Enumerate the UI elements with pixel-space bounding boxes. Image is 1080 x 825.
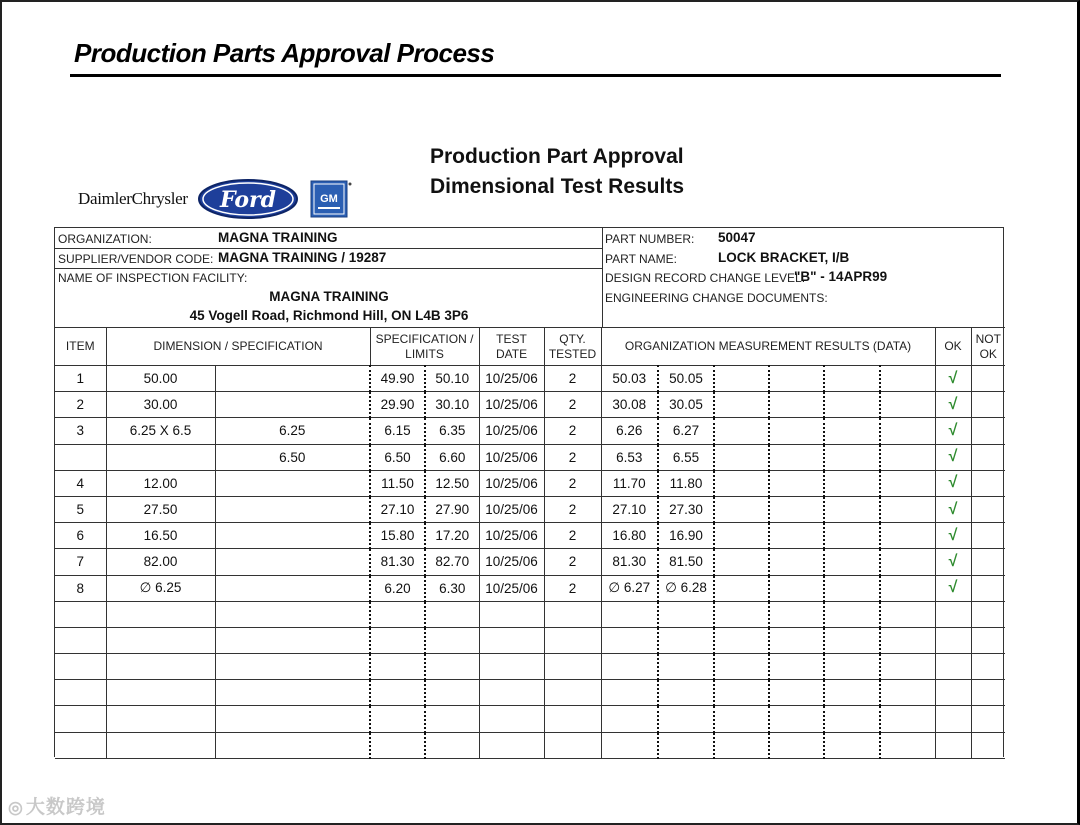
col-header-results: ORGANIZATION MEASUREMENT RESULTS (DATA) [601,328,935,366]
lower-limit-cell [370,654,425,680]
upper-limit-cell: 6.30 [425,575,479,601]
measurement-3-cell [714,392,769,418]
measurement-5-cell [824,627,880,653]
measurement-3-cell [714,654,769,680]
measurement-4-cell [769,523,824,549]
qty-cell: 2 [544,523,601,549]
sub-spec-cell [215,680,370,706]
col-header-notok-line1: NOT [975,331,1001,346]
measurement-4-cell [769,654,824,680]
col-header-spec-line1: SPECIFICATION / [375,331,474,346]
qty-cell [544,732,601,758]
dimension-cell: 12.00 [106,470,215,496]
table-row [55,680,1005,706]
dimension-cell: 27.50 [106,496,215,522]
measurement-2-cell [658,654,714,680]
ok-cell [935,680,971,706]
dimension-cell [106,627,215,653]
qty-cell: 2 [544,392,601,418]
measurement-4-cell [769,418,824,444]
sub-spec-cell [215,732,370,758]
measurement-4-cell [769,732,824,758]
watermark-icon: ◎ [8,798,24,817]
dimension-cell [106,601,215,627]
table-row [55,470,1005,496]
measurement-5-cell [824,366,880,392]
qty-cell: 2 [544,496,601,522]
document-title-line1: Production Part Approval [430,145,684,168]
measurement-5-cell [824,444,880,470]
not-ok-cell [971,444,1005,470]
measurement-1-cell: ∅ 6.27 [601,575,658,601]
item-cell [55,654,106,680]
ok-cell [935,732,971,758]
ok-cell: √ [935,470,971,496]
sub-spec-cell [215,627,370,653]
measurement-3-cell [714,523,769,549]
measurement-3-cell [714,549,769,575]
table-row [55,575,1005,601]
col-header-ok: OK [935,328,971,366]
col-header-dimension: DIMENSION / SPECIFICATION [106,328,370,366]
test-date-cell: 10/25/06 [479,444,544,470]
table-row [55,392,1005,418]
ok-cell [935,654,971,680]
measurement-4-cell [769,470,824,496]
dimension-cell [106,706,215,732]
measurement-6-cell [880,654,935,680]
dimension-cell: 50.00 [106,366,215,392]
item-cell [55,706,106,732]
engineering-change-label: ENGINEERING CHANGE DOCUMENTS: [605,291,828,305]
sub-spec-cell [215,575,370,601]
table-row [55,627,1005,653]
dimensional-results-form [54,227,1004,757]
facility-name: MAGNA TRAINING [269,289,389,304]
col-header-test-line2: DATE [495,346,528,361]
dimension-cell: 30.00 [106,392,215,418]
item-cell [55,627,106,653]
sub-spec-cell [215,470,370,496]
sub-spec-cell [215,601,370,627]
qty-cell [544,706,601,732]
lower-limit-cell [370,601,425,627]
dimension-cell: 82.00 [106,549,215,575]
measurement-6-cell [880,680,935,706]
measurement-6-cell [880,496,935,522]
supplier-code-label: SUPPLIER/VENDOR CODE: [58,252,214,266]
measurement-5-cell [824,601,880,627]
not-ok-cell [971,392,1005,418]
dimension-cell: ∅ 6.25 [106,575,215,601]
measurement-6-cell [880,444,935,470]
measurement-1-cell: 6.26 [601,418,658,444]
col-header-qty [544,328,601,366]
upper-limit-cell: 6.60 [425,444,479,470]
lower-limit-cell [370,732,425,758]
ok-cell: √ [935,549,971,575]
test-date-cell [479,601,544,627]
test-date-cell [479,732,544,758]
measurement-4-cell [769,627,824,653]
measurement-5-cell [824,732,880,758]
dimension-cell: 16.50 [106,523,215,549]
not-ok-cell [971,706,1005,732]
document-heading [430,142,684,202]
measurement-2-cell: 6.27 [658,418,714,444]
measurement-5-cell [824,706,880,732]
test-date-cell: 10/25/06 [479,575,544,601]
upper-limit-cell: 12.50 [425,470,479,496]
measurement-3-cell [714,496,769,522]
measurement-6-cell [880,549,935,575]
ok-cell: √ [935,496,971,522]
facility-label: NAME OF INSPECTION FACILITY: [58,271,248,285]
document-title-line2: Dimensional Test Results [430,175,685,198]
qty-cell: 2 [544,444,601,470]
qty-cell [544,601,601,627]
measurement-1-cell [601,680,658,706]
part-info-block [603,228,1003,328]
measurement-6-cell [880,601,935,627]
test-date-cell [479,654,544,680]
lower-limit-cell: 81.30 [370,549,425,575]
measurement-2-cell [658,706,714,732]
upper-limit-cell: 17.20 [425,523,479,549]
part-number-value: 50047 [718,230,756,245]
col-header-not-ok [971,328,1005,366]
measurement-5-cell [824,523,880,549]
lower-limit-cell [370,706,425,732]
gm-logo [310,180,352,218]
col-header-spec-line2: LIMITS [405,346,444,361]
measurement-1-cell: 81.30 [601,549,658,575]
ford-logo-text: Ford [219,187,277,213]
measurement-2-cell: 81.50 [658,549,714,575]
item-cell: 4 [55,470,106,496]
ok-cell: √ [935,392,971,418]
dimension-cell [106,444,215,470]
dimension-cell [106,654,215,680]
measurement-2-cell: 50.05 [658,366,714,392]
measurement-3-cell [714,680,769,706]
qty-cell: 2 [544,418,601,444]
organization-value: MAGNA TRAINING [218,230,338,245]
qty-cell: 2 [544,575,601,601]
item-cell: 8 [55,575,106,601]
table-row [55,444,1005,470]
upper-limit-cell [425,627,479,653]
item-cell: 1 [55,366,106,392]
measurement-5-cell [824,418,880,444]
lower-limit-cell: 6.50 [370,444,425,470]
measurement-3-cell [714,444,769,470]
measurement-2-cell [658,627,714,653]
test-date-cell: 10/25/06 [479,366,544,392]
table-header-row [55,328,1005,366]
col-header-qty-line1: QTY. [559,331,586,346]
measurement-4-cell [769,706,824,732]
facility-address: 45 Vogell Road, Richmond Hill, ON L4B 3P6 [189,308,469,323]
measurement-6-cell [880,392,935,418]
not-ok-cell [971,601,1005,627]
upper-limit-cell [425,680,479,706]
test-date-cell: 10/25/06 [479,549,544,575]
measurement-1-cell: 30.08 [601,392,658,418]
measurement-3-cell [714,418,769,444]
supplier-info-block [55,228,603,328]
dimension-cell [106,680,215,706]
measurement-5-cell [824,654,880,680]
not-ok-cell [971,680,1005,706]
col-header-test-line1: TEST [496,331,527,346]
item-cell [55,732,106,758]
watermark-text: 大数跨境 [25,797,106,818]
ok-cell: √ [935,575,971,601]
dimension-cell: 6.25 X 6.5 [106,418,215,444]
supplier-code-value: MAGNA TRAINING / 19287 [218,250,387,265]
lower-limit-cell: 11.50 [370,470,425,496]
item-cell: 2 [55,392,106,418]
upper-limit-cell: 6.35 [425,418,479,444]
not-ok-cell [971,418,1005,444]
upper-limit-cell: 82.70 [425,549,479,575]
table-row [55,654,1005,680]
part-number-label: PART NUMBER: [605,232,695,246]
test-date-cell: 10/25/06 [479,418,544,444]
sub-spec-cell [215,392,370,418]
table-row [55,549,1005,575]
test-date-cell [479,680,544,706]
measurement-2-cell [658,601,714,627]
not-ok-cell [971,627,1005,653]
measurement-2-cell: 30.05 [658,392,714,418]
table-row [55,601,1005,627]
table-row [55,496,1005,522]
lower-limit-cell [370,680,425,706]
measurement-4-cell [769,549,824,575]
sub-spec-cell: 6.50 [215,444,370,470]
col-header-spec [370,328,479,366]
col-header-item: ITEM [55,328,106,366]
table-row [55,418,1005,444]
upper-limit-cell: 30.10 [425,392,479,418]
measurement-6-cell [880,366,935,392]
qty-cell: 2 [544,549,601,575]
measurement-1-cell: 11.70 [601,470,658,496]
test-date-cell: 10/25/06 [479,392,544,418]
item-cell: 5 [55,496,106,522]
not-ok-cell [971,575,1005,601]
item-cell [55,601,106,627]
title-rule [70,74,1001,77]
not-ok-cell [971,366,1005,392]
measurement-2-cell: 27.30 [658,496,714,522]
ok-cell: √ [935,366,971,392]
measurement-2-cell [658,680,714,706]
col-header-notok-line2: OK [979,346,997,361]
item-cell: 3 [55,418,106,444]
lower-limit-cell: 49.90 [370,366,425,392]
ok-cell: √ [935,444,971,470]
sub-spec-cell [215,654,370,680]
measurement-1-cell: 27.10 [601,496,658,522]
ok-cell: √ [935,418,971,444]
upper-limit-cell: 50.10 [425,366,479,392]
measurement-1-cell: 16.80 [601,523,658,549]
gm-logo-text: GM [320,193,338,205]
measurement-1-cell: 6.53 [601,444,658,470]
not-ok-cell [971,549,1005,575]
measurement-4-cell [769,575,824,601]
not-ok-cell [971,523,1005,549]
item-cell: 7 [55,549,106,575]
measurement-2-cell [658,732,714,758]
measurement-5-cell [824,575,880,601]
upper-limit-cell [425,601,479,627]
upper-limit-cell [425,706,479,732]
sub-spec-cell [215,366,370,392]
col-header-test-date [479,328,544,366]
ok-cell [935,627,971,653]
measurement-2-cell: 11.80 [658,470,714,496]
measurement-2-cell: ∅ 6.28 [658,575,714,601]
ok-cell: √ [935,523,971,549]
measurement-6-cell [880,575,935,601]
lower-limit-cell: 29.90 [370,392,425,418]
measurement-3-cell [714,732,769,758]
measurement-5-cell [824,392,880,418]
measurement-5-cell [824,549,880,575]
measurement-5-cell [824,496,880,522]
qty-cell [544,680,601,706]
col-header-qty-line2: TESTED [548,346,597,361]
test-date-cell: 10/25/06 [479,496,544,522]
sub-spec-cell [215,496,370,522]
not-ok-cell [971,732,1005,758]
results-table [55,328,1005,759]
lower-limit-cell: 15.80 [370,523,425,549]
ok-cell [935,601,971,627]
upper-limit-cell [425,732,479,758]
measurement-3-cell [714,575,769,601]
results-grid [55,328,1005,759]
measurement-6-cell [880,470,935,496]
test-date-cell: 10/25/06 [479,470,544,496]
design-record-label: DESIGN RECORD CHANGE LEVEL: [605,271,806,285]
measurement-6-cell [880,732,935,758]
measurement-1-cell: 50.03 [601,366,658,392]
watermark [8,792,106,819]
table-row [55,706,1005,732]
test-date-cell [479,627,544,653]
measurement-1-cell [601,601,658,627]
measurement-3-cell [714,627,769,653]
lower-limit-cell [370,627,425,653]
not-ok-cell [971,470,1005,496]
measurement-2-cell: 16.90 [658,523,714,549]
measurement-1-cell [601,627,658,653]
measurement-3-cell [714,366,769,392]
test-date-cell: 10/25/06 [479,523,544,549]
ok-cell [935,706,971,732]
qty-cell: 2 [544,470,601,496]
measurement-4-cell [769,444,824,470]
sub-spec-cell [215,523,370,549]
lower-limit-cell: 6.20 [370,575,425,601]
sub-spec-cell [215,706,370,732]
lower-limit-cell: 27.10 [370,496,425,522]
not-ok-cell [971,496,1005,522]
measurement-5-cell [824,470,880,496]
measurement-4-cell [769,366,824,392]
table-row [55,366,1005,392]
measurement-1-cell [601,706,658,732]
measurement-3-cell [714,601,769,627]
part-name-value: LOCK BRACKET, I/B [718,250,850,265]
item-cell: 6 [55,523,106,549]
measurement-4-cell [769,680,824,706]
measurement-4-cell [769,392,824,418]
sub-spec-cell [215,549,370,575]
slide-title: Production Parts Approval Process [74,38,495,68]
measurement-3-cell [714,706,769,732]
measurement-6-cell [880,627,935,653]
measurement-4-cell [769,496,824,522]
measurement-1-cell [601,654,658,680]
dimension-cell [106,732,215,758]
qty-cell [544,654,601,680]
item-cell [55,680,106,706]
test-date-cell [479,706,544,732]
design-record-value: "B" - 14APR99 [794,269,888,284]
table-row [55,732,1005,758]
qty-cell [544,627,601,653]
measurement-5-cell [824,680,880,706]
measurement-3-cell [714,470,769,496]
measurement-6-cell [880,706,935,732]
measurement-6-cell [880,523,935,549]
lower-limit-cell: 6.15 [370,418,425,444]
upper-limit-cell: 27.90 [425,496,479,522]
upper-limit-cell [425,654,479,680]
measurement-6-cell [880,418,935,444]
organization-label: ORGANIZATION: [58,232,152,246]
sub-spec-cell: 6.25 [215,418,370,444]
ford-logo [197,178,299,220]
table-row [55,523,1005,549]
not-ok-cell [971,654,1005,680]
part-name-label: PART NAME: [605,252,678,266]
daimlerchrysler-logo: DaimlerChrysler [78,189,188,208]
measurement-1-cell [601,732,658,758]
measurement-4-cell [769,601,824,627]
item-cell [55,444,106,470]
qty-cell: 2 [544,366,601,392]
measurement-2-cell: 6.55 [658,444,714,470]
